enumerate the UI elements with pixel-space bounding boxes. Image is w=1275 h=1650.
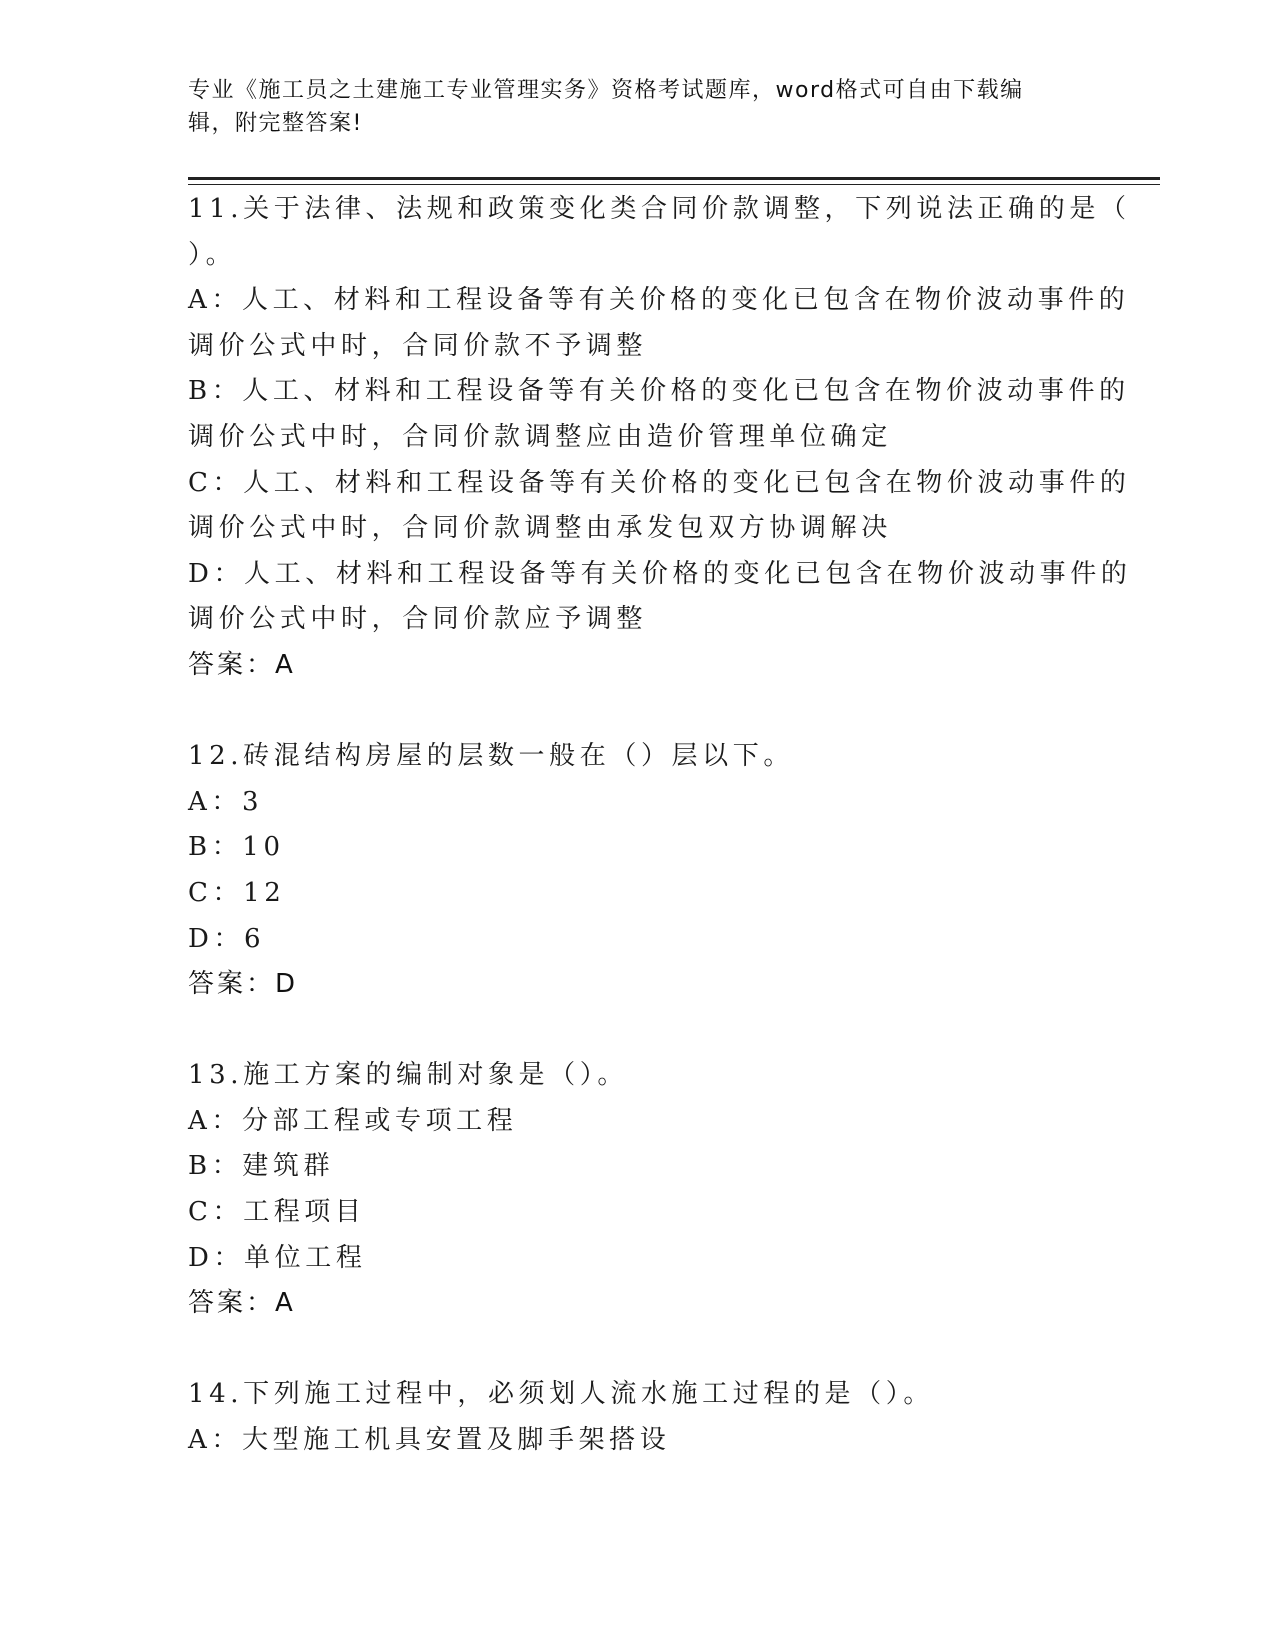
question-stem: 11.关于法律、法规和政策变化类合同价款调整，下列说法正确的是（ (188, 194, 1131, 224)
answer-text: 答案：A (188, 1288, 296, 1319)
option-text: D：人工、材料和工程设备等有关价格的变化已包含在物价波动事件的 (188, 558, 1132, 589)
question-stem: 13.施工方案的编制对象是（）。 (188, 1060, 628, 1091)
question-spacer (188, 689, 1088, 735)
option-text: C：12 (188, 877, 286, 908)
answer-text: 答案：A (188, 649, 296, 680)
option-text: 调价公式中时，合同价款不予调整 (188, 330, 648, 361)
header-line-2: 辑，附完整答案! (188, 111, 363, 136)
question-spacer (188, 1008, 1088, 1054)
question-stem: 14.下列施工过程中，必须划人流水施工过程的是（）。 (188, 1379, 934, 1410)
option-text: A：大型施工机具安置及脚手架搭设 (188, 1425, 671, 1456)
question-stem: ）。 (188, 239, 237, 270)
option-text: C：人工、材料和工程设备等有关价格的变化已包含在物价波动事件的 (188, 467, 1131, 498)
header-rule-thick (188, 177, 1160, 180)
option-text: B：10 (188, 832, 285, 863)
question-stem: 12.砖混结构房屋的层数一般在（）层以下。 (188, 741, 794, 772)
question-block (188, 1053, 1088, 1372)
question-spacer (188, 1327, 1088, 1373)
option-text: B：建筑群 (188, 1151, 335, 1182)
option-text: 调价公式中时，合同价款调整由承发包双方协调解决 (188, 513, 892, 544)
option-text: 调价公式中时，合同价款调整应由造价管理单位确定 (188, 421, 892, 452)
option-text: 调价公式中时，合同价款应予调整 (188, 604, 648, 635)
option-text: D：6 (188, 923, 266, 954)
option-text: A：人工、材料和工程设备等有关价格的变化已包含在物价波动事件的 (188, 285, 1130, 316)
question-block (188, 734, 1088, 1053)
option-text: B：人工、材料和工程设备等有关价格的变化已包含在物价波动事件的 (188, 376, 1130, 407)
header-line-1: 专业《施工员之土建施工专业管理实务》资格考试题库，word格式可自由下载编 (188, 78, 1024, 103)
document-header (188, 74, 1068, 140)
answer-text: 答案：D (188, 969, 299, 1000)
option-text: D：单位工程 (188, 1242, 367, 1273)
header-rule-thin (188, 184, 1160, 185)
option-text: C：工程项目 (188, 1197, 366, 1228)
option-text: A：分部工程或专项工程 (188, 1105, 518, 1136)
question-block (188, 1372, 1088, 1463)
option-text: A：3 (188, 786, 264, 817)
question-block (188, 187, 1132, 734)
question-list (188, 187, 1132, 1464)
